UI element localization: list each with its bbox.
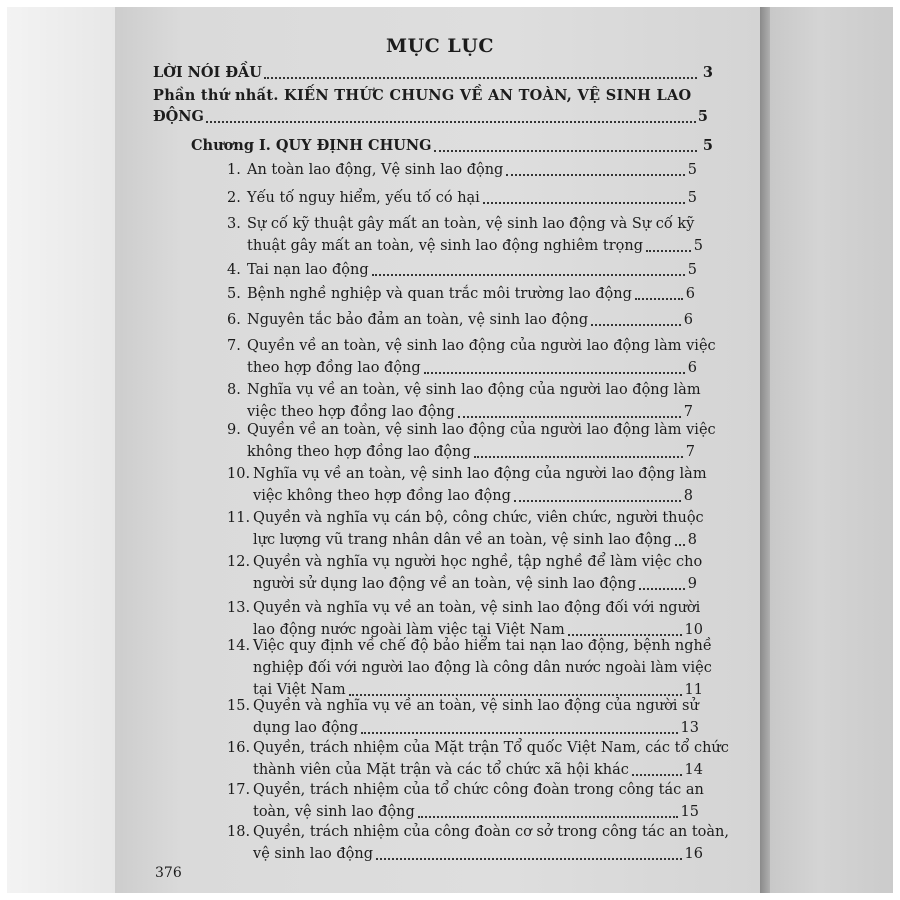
toc-item-page: 5 — [693, 238, 703, 254]
toc-item-text: toàn, vệ sinh lao động — [253, 804, 415, 820]
toc-item-last-line — [247, 309, 693, 331]
toc-item-text: Sự cố kỹ thuật gây mất an toàn, vệ sinh lao động và Sự cố kỹ — [247, 216, 695, 232]
toc-item-text: người sử dụng lao động về an toàn, vệ sinh lao động — [253, 576, 637, 592]
part1-page: 5 — [697, 108, 708, 125]
toc-item-text: Nguyên tắc bảo đảm an toàn, vệ sinh lao động — [247, 312, 589, 328]
toc-item-text: thuật gây mất an toàn, vệ sinh lao động nghiêm trọng — [247, 238, 643, 254]
toc-item-text: Nghĩa vụ về an toàn, vệ sinh lao động của người lao động làm — [247, 382, 701, 398]
toc-item-last-line — [247, 283, 695, 305]
toc-item-page: 6 — [687, 360, 697, 376]
backdrop-left — [7, 7, 115, 893]
toc-item-text: lao động nước ngoài làm việc tại Việt Nam — [253, 622, 565, 638]
toc-item-number: 4. — [227, 262, 241, 278]
toc-item-text: Quyền và nghĩa vụ người học nghề, tập nghề để làm việc cho — [253, 554, 703, 570]
toc-item-text: việc theo hợp đồng lao động — [247, 404, 455, 420]
toc-item-last-line — [247, 235, 703, 257]
toc-item-page: 10 — [684, 622, 703, 638]
toc-item-page: 8 — [683, 488, 693, 504]
book-photo — [7, 7, 893, 893]
toc-item-number: 5. — [227, 286, 241, 302]
leader-dots — [264, 76, 697, 79]
toc-item-page: 13 — [680, 720, 699, 736]
toc-item-text: Quyền, trách nhiệm của Mặt trận Tổ quốc Việt Nam, các tổ chức — [253, 740, 729, 756]
toc-item — [227, 309, 693, 331]
toc-item-page: 8 — [687, 532, 697, 548]
toc-item-last-line — [253, 843, 703, 865]
toc-item-last-line — [247, 159, 697, 181]
part1-line1: Phần thứ nhất. KIẾN THỨC CHUNG VỀ AN TOÀN, VỆ SINH LAO — [153, 87, 692, 104]
toc-item — [227, 635, 712, 701]
toc-item-page: 15 — [680, 804, 699, 820]
toc-item-number: 11. — [227, 510, 251, 526]
leader-dots — [372, 273, 685, 276]
toc-item-text: Yếu tố nguy hiểm, yếu tố có hại — [247, 190, 480, 206]
toc-item-text: theo hợp đồng lao động — [247, 360, 421, 376]
page-gutter-shadow — [760, 7, 770, 893]
part1-line2-row — [153, 106, 708, 127]
toc-item — [227, 551, 703, 595]
toc-item — [227, 463, 707, 507]
toc-item-page: 14 — [684, 762, 703, 778]
leader-dots — [632, 773, 682, 776]
preface-page: 3 — [702, 64, 713, 81]
leader-dots — [418, 815, 678, 818]
toc-item-text: Quyền và nghĩa vụ cán bộ, công chức, viên chức, người thuộc — [253, 510, 704, 526]
toc-item-number: 12. — [227, 554, 251, 570]
backdrop-right — [770, 7, 893, 893]
toc-item — [227, 821, 730, 865]
toc-item — [227, 283, 695, 305]
toc-item-text: lực lượng vũ trang nhân dân về an toàn, vệ sinh lao động — [253, 532, 672, 548]
toc-item-number: 13. — [227, 600, 251, 616]
toc-item-last-line — [247, 187, 697, 209]
leader-dots — [474, 455, 683, 458]
leader-dots — [376, 857, 682, 860]
toc-item-text: Việc quy định về chế độ bảo hiểm tai nạn lao động, bệnh nghề — [253, 638, 712, 654]
toc-item-page: 5 — [687, 262, 697, 278]
toc-item-text: tại Việt Nam — [253, 682, 346, 698]
toc-item-text: thành viên của Mặt trận và các tổ chức xã hội khác — [253, 762, 629, 778]
toc-item — [227, 335, 716, 379]
toc-item-page: 5 — [687, 162, 697, 178]
toc-item-text: Bệnh nghề nghiệp và quan trắc môi trường lao động — [247, 286, 632, 302]
toc-item-last-line — [253, 717, 699, 739]
toc-entry-chapter1 — [191, 135, 713, 156]
leader-dots — [434, 149, 697, 152]
toc-item-number: 17. — [227, 782, 251, 798]
toc-item-text: Quyền về an toàn, vệ sinh lao động của người lao động làm việc — [247, 338, 716, 354]
toc-item-last-line — [253, 801, 699, 823]
page-number: 376 — [155, 865, 182, 881]
toc-item-page: 7 — [685, 444, 695, 460]
toc-item-number: 7. — [227, 338, 241, 354]
toc-item-text: Quyền, trách nhiệm của tổ chức công đoàn trong công tác an — [253, 782, 704, 798]
toc-item-text: Quyền, trách nhiệm của công đoàn cơ sở trong công tác an toàn, — [253, 824, 730, 840]
toc-entry-part1 — [153, 85, 708, 127]
toc-item-last-line — [247, 357, 697, 379]
toc-item-text: Quyền và nghĩa vụ về an toàn, vệ sinh lao động của người sử — [253, 698, 699, 714]
toc-item-page: 9 — [687, 576, 697, 592]
toc-item-last-line — [253, 529, 697, 551]
chapter1-label: Chương I. QUY ĐỊNH CHUNG — [191, 137, 432, 154]
leader-dots — [635, 297, 683, 300]
toc-item — [227, 159, 697, 181]
toc-item-text: vệ sinh lao động — [253, 846, 374, 862]
toc-item-number: 6. — [227, 312, 241, 328]
toc-item — [227, 695, 699, 739]
toc-item-number: 18. — [227, 824, 251, 840]
toc-item-text: Quyền và nghĩa vụ về an toàn, vệ sinh lao động đối với người — [253, 600, 701, 616]
leader-dots — [646, 249, 691, 252]
toc-item-text: An toàn lao động, Vệ sinh lao động — [247, 162, 504, 178]
book-page — [115, 7, 765, 893]
toc-item-number: 8. — [227, 382, 241, 398]
toc-item — [227, 507, 704, 551]
toc-item-text: nghiệp đối với người lao động là công dân nước ngoài làm việc — [253, 660, 712, 676]
toc-item-page: 7 — [683, 404, 693, 420]
leader-dots — [639, 587, 685, 590]
leader-dots — [458, 415, 681, 418]
toc-item-text: không theo hợp đồng lao động — [247, 444, 471, 460]
toc-item-text: Quyền về an toàn, vệ sinh lao động của người lao động làm việc — [247, 422, 716, 438]
leader-dots — [506, 173, 684, 176]
toc-item — [227, 419, 716, 463]
toc-item-number: 1. — [227, 162, 241, 178]
toc-item — [227, 213, 703, 257]
toc-item — [227, 187, 697, 209]
toc-item-number: 14. — [227, 638, 251, 654]
toc-item-text: dụng lao động — [253, 720, 359, 736]
chapter1-page: 5 — [702, 137, 713, 154]
toc-item-text: Tai nạn lao động — [247, 262, 369, 278]
leader-dots — [206, 120, 696, 123]
toc-item-number: 2. — [227, 190, 241, 206]
toc-item — [227, 779, 704, 823]
toc-item-number: 10. — [227, 466, 251, 482]
toc-item — [227, 379, 701, 423]
toc-item-text: Nghĩa vụ về an toàn, vệ sinh lao động của người lao động làm — [253, 466, 707, 482]
toc-item-last-line — [247, 259, 697, 281]
toc-item-number: 16. — [227, 740, 251, 756]
leader-dots — [483, 201, 685, 204]
leader-dots — [675, 543, 685, 546]
toc-item-number: 15. — [227, 698, 251, 714]
toc-item-text: việc không theo hợp đồng lao động — [253, 488, 511, 504]
toc-entry-preface — [153, 62, 713, 83]
toc-item-last-line — [253, 485, 693, 507]
toc-item-page: 11 — [684, 682, 703, 698]
leader-dots — [361, 731, 677, 734]
toc-item — [227, 259, 697, 281]
toc-item — [227, 737, 729, 781]
toc-item-page: 6 — [685, 286, 695, 302]
toc-item-number: 3. — [227, 216, 241, 232]
preface-label: LỜI NÓI ĐẦU — [153, 64, 262, 81]
toc-title: MỤC LỤC — [386, 35, 494, 57]
toc-item-page: 5 — [687, 190, 697, 206]
leader-dots — [514, 499, 681, 502]
toc-item-last-line — [247, 441, 695, 463]
toc-item-page: 16 — [684, 846, 703, 862]
toc-item-number: 9. — [227, 422, 241, 438]
leader-dots — [424, 371, 685, 374]
toc-item-page: 6 — [683, 312, 693, 328]
toc-item-last-line — [253, 759, 703, 781]
part1-line2: ĐỘNG — [153, 108, 204, 125]
toc-item-last-line — [253, 573, 697, 595]
leader-dots — [591, 323, 681, 326]
